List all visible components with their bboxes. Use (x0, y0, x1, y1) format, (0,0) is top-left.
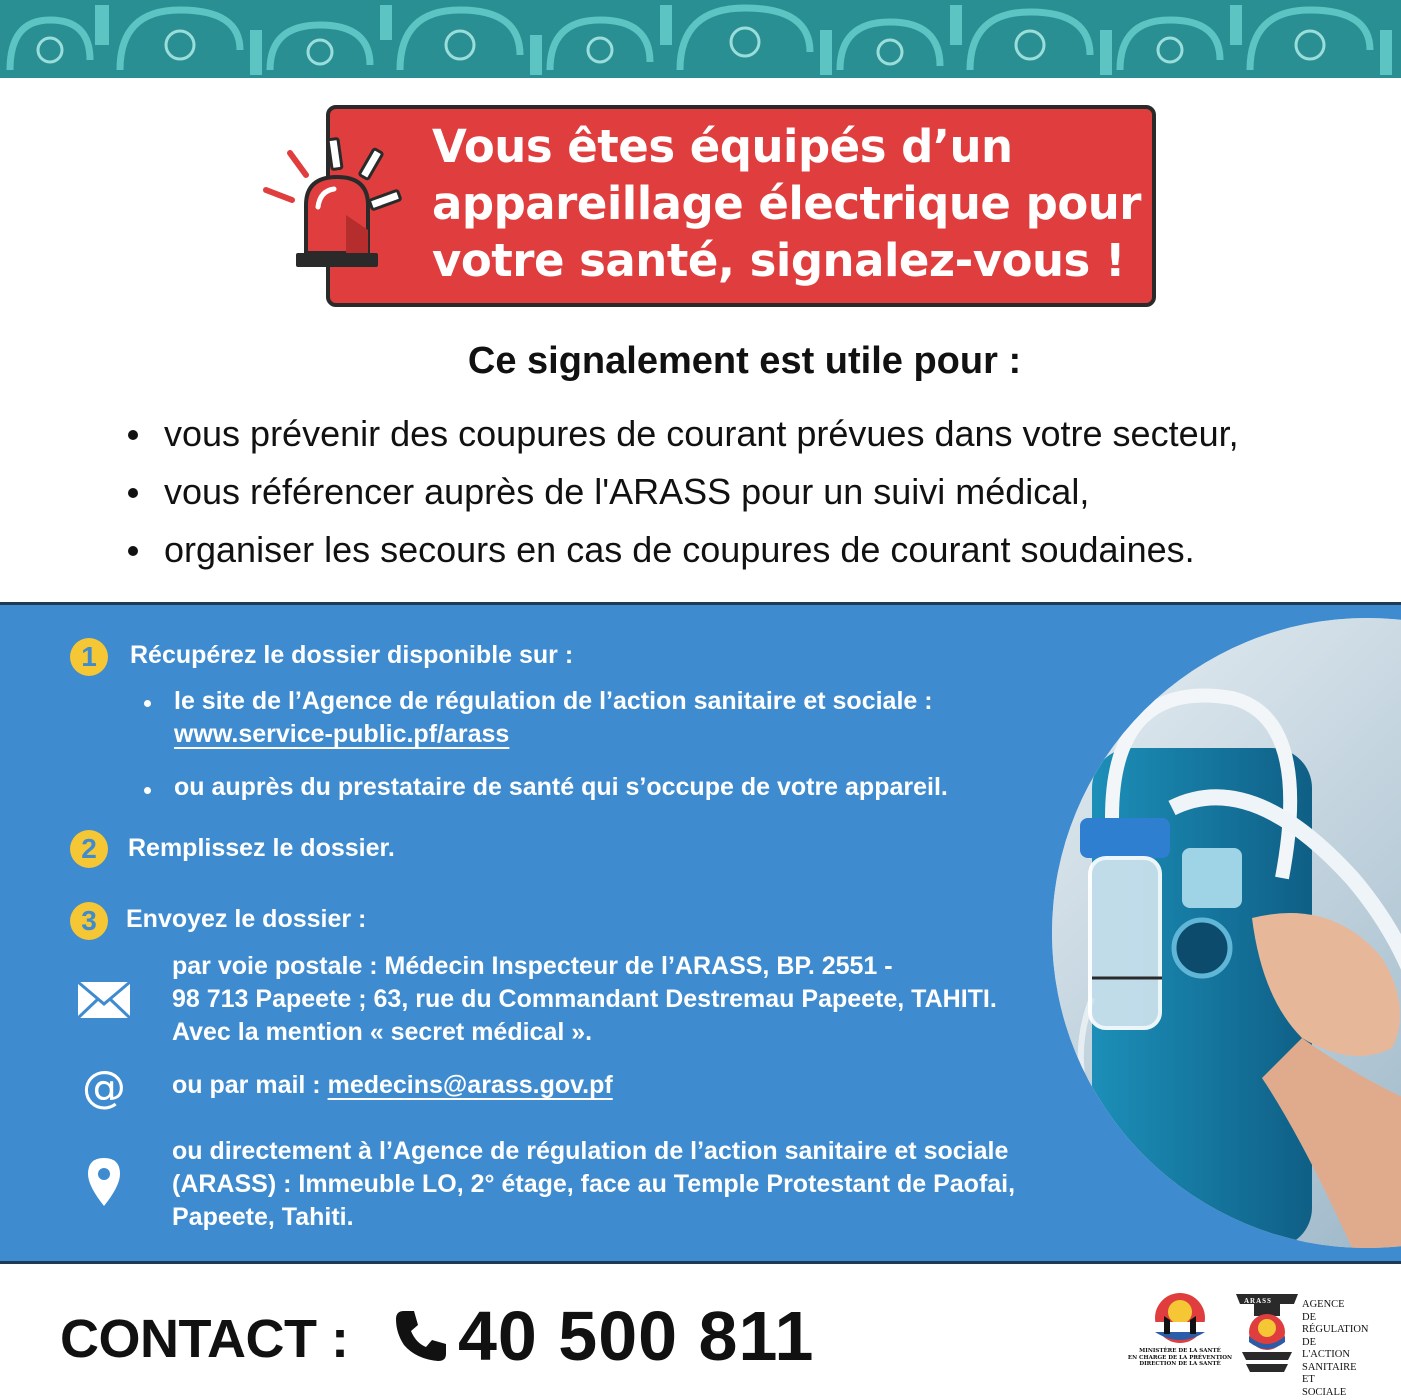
arass-caption-line: AGENCE DE (1302, 1299, 1345, 1323)
usefulness-heading: Ce signalement est utile pour : (467, 340, 1022, 382)
step-3-label: Envoyez le dossier : (126, 905, 367, 933)
step-2-badge: 2 (70, 830, 108, 868)
ministry-caption (1125, 1348, 1235, 1368)
postal-line: Avec la mention « secret médical ». (172, 1018, 593, 1046)
envelope-icon (76, 980, 132, 1025)
at-icon (78, 1062, 130, 1119)
step-3-badge: 3 (70, 902, 108, 940)
arass-caption-line: DE L'ACTION (1302, 1336, 1350, 1360)
step-1-label: Récupérez le dossier disponible sur : (130, 641, 574, 669)
phone-number[interactable]: 40 500 811 (458, 1297, 815, 1375)
postal-line: 98 713 Papeete ; 63, rue du Commandant Destremau Papeete, TAHITI. (172, 985, 997, 1013)
visit-line: ou directement à l’Agence de régulation de l’action sanitaire et sociale (172, 1137, 1009, 1165)
postal-address (172, 950, 997, 1049)
svg-text:@: @ (82, 1062, 126, 1113)
arass-caption-line: SANITAIRE (1302, 1361, 1357, 1373)
arass-caption-line: ET SOCIALE (1302, 1374, 1347, 1398)
bullet-dot (144, 700, 151, 707)
ministry-caption-line: EN CHARGE DE LA PRÉVENTION (1127, 1354, 1233, 1361)
step-1-provider-text: ou auprès du prestataire de santé qui s’occupe de votre appareil. (174, 773, 948, 801)
list-item: organiser les secours en cas de coupures de courant soudaines. (128, 521, 1239, 579)
contact-label: CONTACT : (60, 1309, 349, 1369)
top-pattern-banner (0, 0, 1401, 78)
list-item: vous prévenir des coupures de courant prévues dans votre secteur, (128, 405, 1239, 463)
visit-line: Papeete, Tahiti. (172, 1203, 354, 1231)
email-link[interactable]: medecins@arass.gov.pf (327, 1071, 613, 1099)
arass-caption (1302, 1299, 1369, 1399)
visit-address (172, 1135, 1015, 1234)
email-line (172, 1069, 613, 1102)
email-prefix: ou par mail : (172, 1071, 328, 1099)
location-pin-icon (86, 1156, 122, 1213)
step-1-badge: 1 (70, 638, 108, 676)
step-2-label: Remplissez le dossier. (128, 834, 395, 862)
alert-title (432, 118, 1152, 289)
ministry-caption-line: DIRECTION DE LA SANTÉ (1139, 1361, 1221, 1367)
alert-title-line: Vous êtes équipés d’un (432, 120, 1013, 173)
bullet-dot (144, 787, 151, 794)
arass-caption-line: RÉGULATION (1302, 1324, 1369, 1335)
ministry-caption-line: MINISTÈRE DE LA SANTÉ (1139, 1348, 1221, 1354)
siren-icon (262, 135, 412, 280)
visit-line: (ARASS) : Immeuble LO, 2° étage, face au Temple Protestant de Paofai, (172, 1170, 1016, 1198)
arass-website-link[interactable]: www.service-public.pf/arass (174, 720, 510, 748)
step-1-website-text: le site de l’Agence de régulation de l’action sanitaire et sociale : (174, 687, 933, 715)
arass-logo-tag: ARASS (1244, 1297, 1272, 1305)
alert-title-line: votre santé, signalez-vous ! (432, 234, 1126, 287)
postal-line: par voie postale : Médecin Inspecteur de l’ARASS, BP. 2551 - (172, 952, 893, 980)
usefulness-list (128, 405, 1239, 579)
list-item: vous référencer auprès de l'ARASS pour un suivi médical, (128, 463, 1239, 521)
alert-title-line: appareillage électrique pour (432, 177, 1141, 230)
phone-icon (392, 1307, 450, 1370)
